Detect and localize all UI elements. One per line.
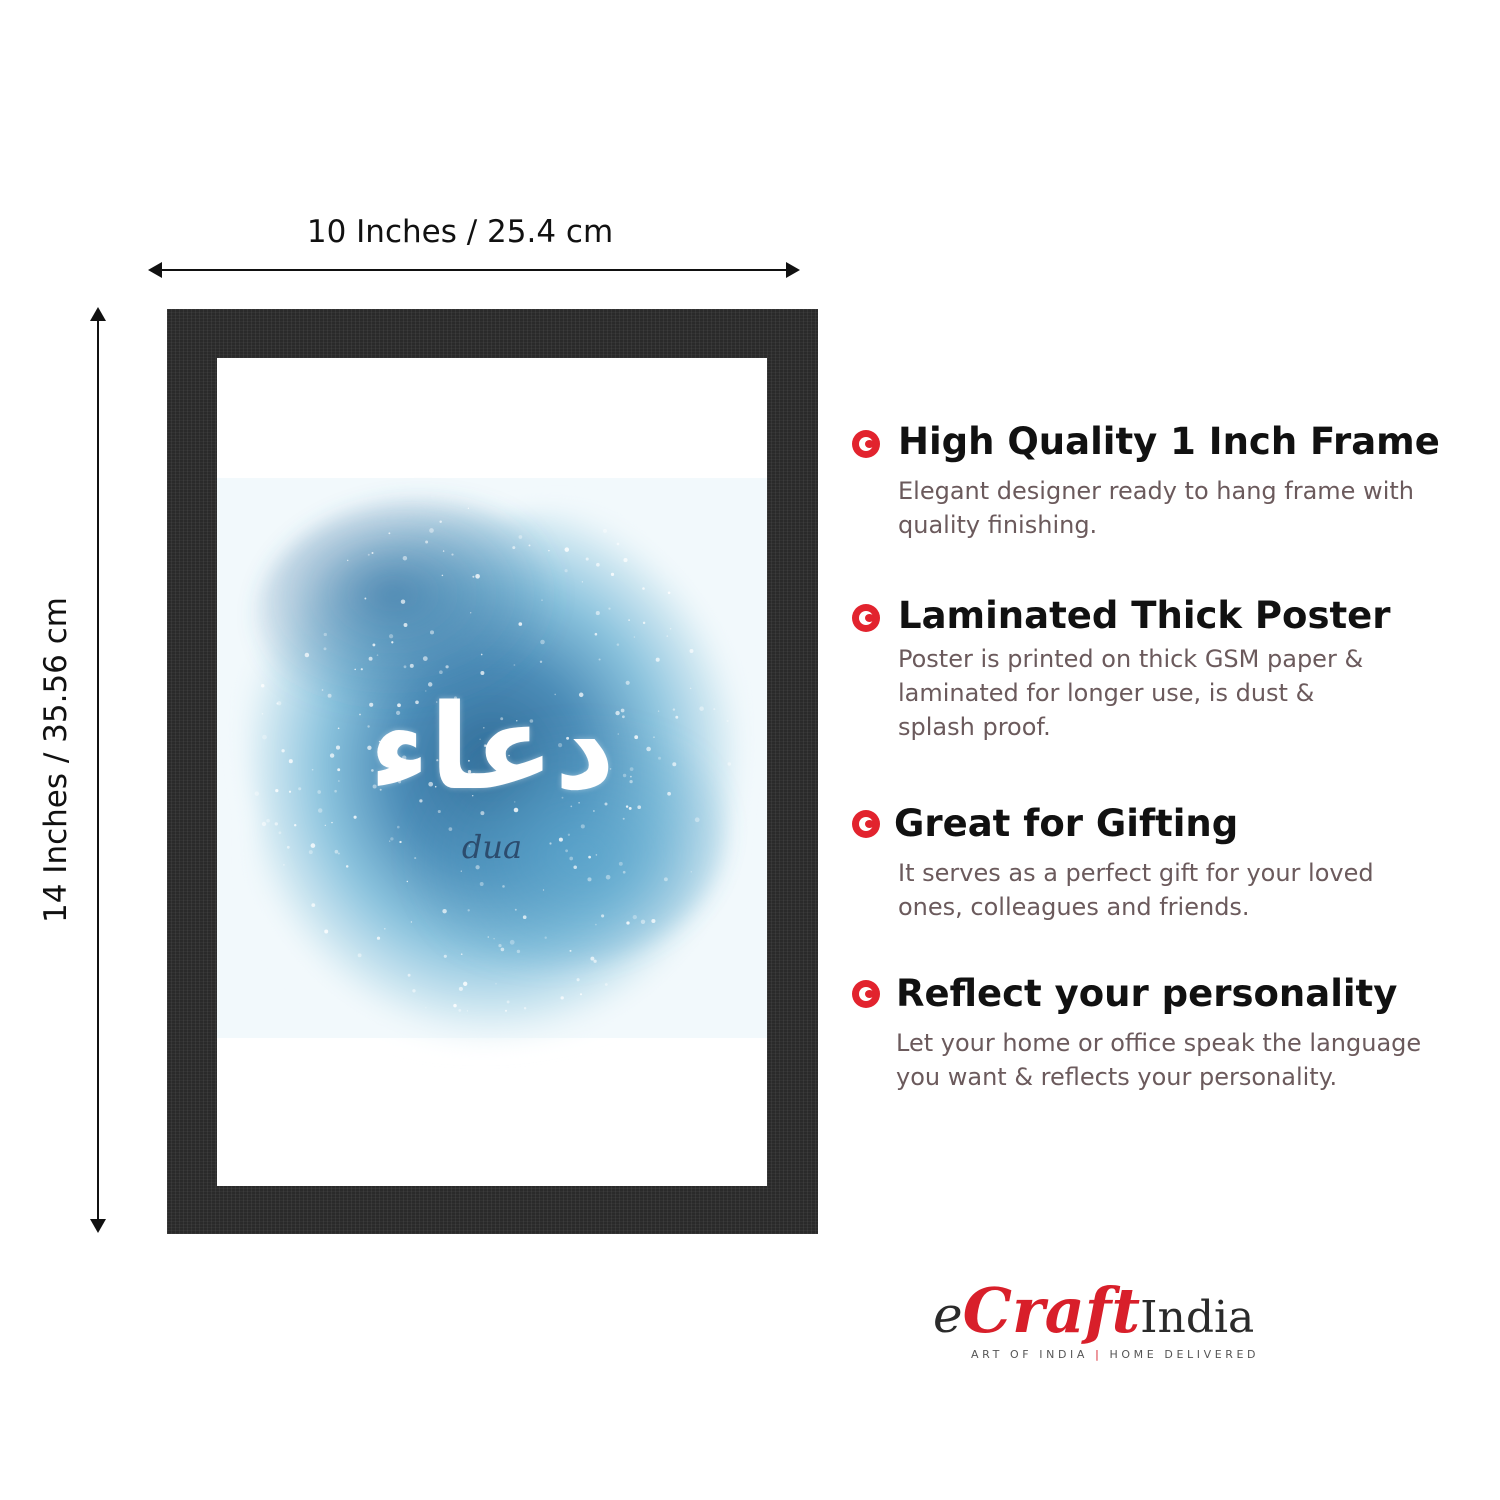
poster — [217, 358, 767, 1186]
arabic-calligraphy: دعاء — [369, 678, 615, 816]
feature-description: Elegant designer ready to hang frame with quality finishing. — [898, 477, 1414, 539]
logo-e: e — [933, 1286, 963, 1344]
feature-frame-quality — [852, 420, 1472, 550]
width-dimension-label: 10 Inches / 25.4 cm — [306, 214, 614, 250]
transliteration-text: dua — [461, 828, 523, 866]
feature-description: Poster is printed on thick GSM paper & laminated for longer use, is dust & splash proof. — [898, 645, 1364, 741]
logo-craft: Craft — [962, 1274, 1141, 1347]
ecraft-swirl-icon — [852, 980, 880, 1008]
height-dimension-label: 14 Inches / 35.56 cm — [38, 597, 74, 923]
feature-gifting — [852, 802, 1472, 932]
logo-india: India — [1140, 1292, 1255, 1343]
feature-title: Great for Gifting — [894, 802, 1239, 845]
feature-title: High Quality 1 Inch Frame — [898, 420, 1440, 463]
feature-personality — [852, 972, 1472, 1102]
ecraft-swirl-icon — [852, 430, 880, 458]
ecraft-swirl-icon — [852, 810, 880, 838]
feature-description: Let your home or office speak the language you want & reflects your personality. — [896, 1029, 1422, 1091]
black-frame — [167, 309, 818, 1234]
width-arrow-icon — [148, 262, 800, 278]
feature-title: Laminated Thick Poster — [898, 594, 1391, 637]
feature-description: It serves as a perfect gift for your loved ones, colleagues and friends. — [898, 859, 1374, 921]
feature-title: Reflect your personality — [896, 972, 1398, 1015]
logo-tagline: ART OF INDIA | HOME DELIVERED — [971, 1348, 1260, 1361]
height-arrow-icon — [90, 307, 106, 1233]
feature-laminated-poster — [852, 594, 1472, 754]
ecraftindia-logo — [933, 1268, 1293, 1378]
ecraft-swirl-icon — [852, 604, 880, 632]
